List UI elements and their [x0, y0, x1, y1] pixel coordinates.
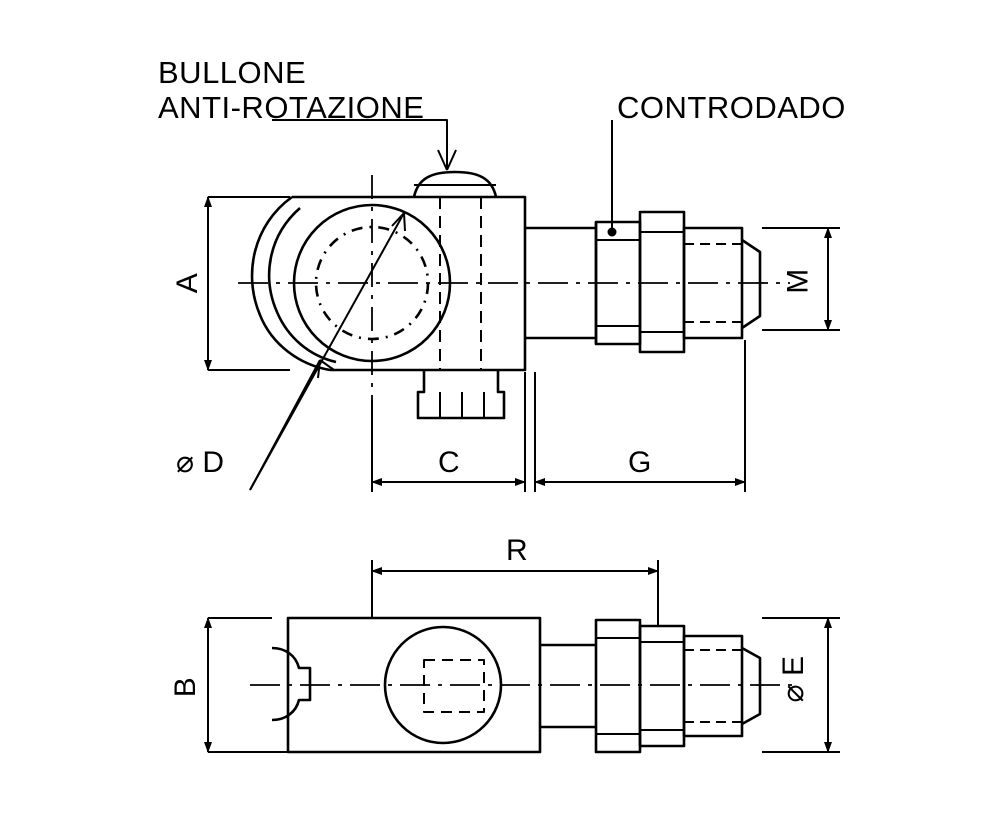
dimension-label-M: M [781, 268, 815, 294]
diameter-label-D: ⌀ D [176, 446, 225, 479]
annotation-bullone-line2: ANTI-ROTAZIONE [158, 90, 425, 125]
dimension-label-B: B [168, 677, 202, 698]
dimension-label-C: C [438, 446, 460, 479]
top-view-geometry [208, 560, 840, 752]
side-view-geometry [208, 120, 840, 492]
dimension-R [372, 560, 658, 625]
dimension-label-R: R [506, 534, 528, 567]
leader-lines [272, 120, 612, 232]
annotation-controdado: CONTRODADO [617, 90, 846, 125]
dimension-label-A: A [170, 273, 204, 294]
annotation-bullone-line1: BULLONE [158, 55, 307, 90]
dimension-label-G: G [628, 446, 652, 479]
diameter-label-E: ⌀ E [776, 656, 810, 703]
